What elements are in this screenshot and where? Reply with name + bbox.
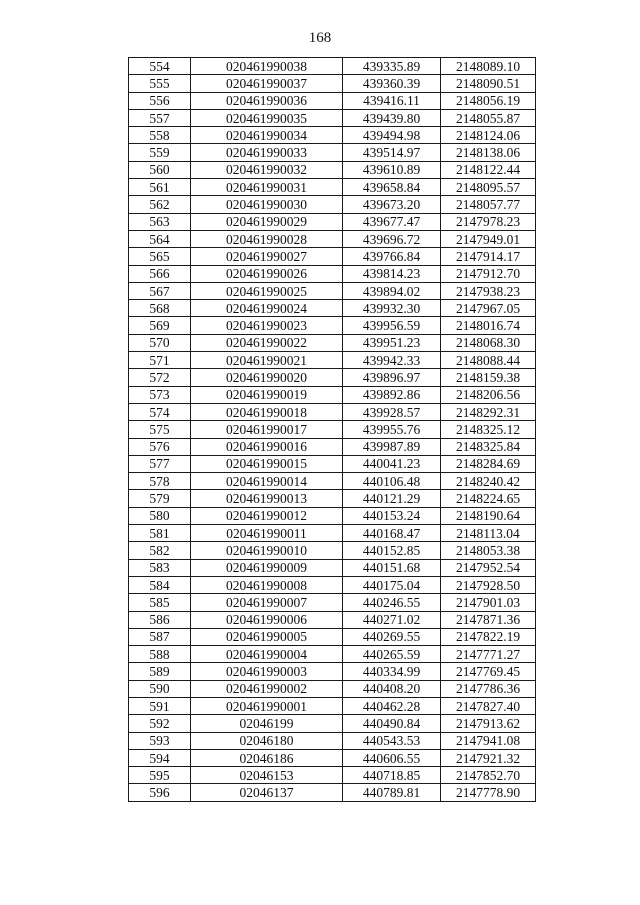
table-row <box>129 213 536 230</box>
table-row <box>129 767 536 784</box>
y-coordinate-cell: 2147978.23 <box>441 213 536 230</box>
x-coordinate-cell: 439894.02 <box>343 282 441 299</box>
table-row <box>129 230 536 247</box>
table-row <box>129 386 536 403</box>
row-number-cell: 591 <box>129 697 191 714</box>
table-row <box>129 109 536 126</box>
point-code-cell: 020461990020 <box>191 369 343 386</box>
table-row <box>129 455 536 472</box>
x-coordinate-cell: 439360.39 <box>343 75 441 92</box>
x-coordinate-cell: 439955.76 <box>343 421 441 438</box>
point-code-cell: 020461990002 <box>191 680 343 697</box>
row-number-cell: 584 <box>129 576 191 593</box>
x-coordinate-cell: 440269.55 <box>343 628 441 645</box>
row-number-cell: 562 <box>129 196 191 213</box>
y-coordinate-cell: 2147967.05 <box>441 300 536 317</box>
point-code-cell: 020461990019 <box>191 386 343 403</box>
y-coordinate-cell: 2148122.44 <box>441 161 536 178</box>
row-number-cell: 592 <box>129 715 191 732</box>
table-row <box>129 282 536 299</box>
y-coordinate-cell: 2147769.45 <box>441 663 536 680</box>
y-coordinate-cell: 2147952.54 <box>441 559 536 576</box>
y-coordinate-cell: 2147771.27 <box>441 646 536 663</box>
table-row <box>129 559 536 576</box>
row-number-cell: 588 <box>129 646 191 663</box>
y-coordinate-cell: 2148159.38 <box>441 369 536 386</box>
y-coordinate-cell: 2147913.62 <box>441 715 536 732</box>
row-number-cell: 565 <box>129 248 191 265</box>
row-number-cell: 587 <box>129 628 191 645</box>
row-number-cell: 586 <box>129 611 191 628</box>
y-coordinate-cell: 2147928.50 <box>441 576 536 593</box>
x-coordinate-cell: 439658.84 <box>343 179 441 196</box>
y-coordinate-cell: 2148088.44 <box>441 352 536 369</box>
table-row <box>129 144 536 161</box>
point-code-cell: 020461990037 <box>191 75 343 92</box>
x-coordinate-cell: 439673.20 <box>343 196 441 213</box>
x-coordinate-cell: 439987.89 <box>343 438 441 455</box>
row-number-cell: 569 <box>129 317 191 334</box>
y-coordinate-cell: 2147822.19 <box>441 628 536 645</box>
x-coordinate-cell: 439766.84 <box>343 248 441 265</box>
point-code-cell: 020461990035 <box>191 109 343 126</box>
row-number-cell: 564 <box>129 230 191 247</box>
table-row <box>129 594 536 611</box>
point-code-cell: 020461990027 <box>191 248 343 265</box>
y-coordinate-cell: 2148089.10 <box>441 58 536 75</box>
table-row <box>129 369 536 386</box>
table-row <box>129 611 536 628</box>
point-code-cell: 020461990026 <box>191 265 343 282</box>
point-code-cell: 020461990021 <box>191 352 343 369</box>
table-row <box>129 334 536 351</box>
point-code-cell: 02046180 <box>191 732 343 749</box>
y-coordinate-cell: 2147938.23 <box>441 282 536 299</box>
row-number-cell: 577 <box>129 455 191 472</box>
point-code-cell: 020461990009 <box>191 559 343 576</box>
row-number-cell: 589 <box>129 663 191 680</box>
row-number-cell: 576 <box>129 438 191 455</box>
table-row <box>129 196 536 213</box>
point-code-cell: 020461990024 <box>191 300 343 317</box>
x-coordinate-cell: 440168.47 <box>343 525 441 542</box>
table-row <box>129 75 536 92</box>
row-number-cell: 561 <box>129 179 191 196</box>
row-number-cell: 572 <box>129 369 191 386</box>
x-coordinate-cell: 439335.89 <box>343 58 441 75</box>
y-coordinate-cell: 2148138.06 <box>441 144 536 161</box>
y-coordinate-cell: 2148056.19 <box>441 92 536 109</box>
point-code-cell: 020461990001 <box>191 697 343 714</box>
y-coordinate-cell: 2148240.42 <box>441 473 536 490</box>
y-coordinate-cell: 2147921.32 <box>441 749 536 766</box>
x-coordinate-cell: 440041.23 <box>343 455 441 472</box>
x-coordinate-cell: 440490.84 <box>343 715 441 732</box>
x-coordinate-cell: 440543.53 <box>343 732 441 749</box>
x-coordinate-cell: 440462.28 <box>343 697 441 714</box>
point-code-cell: 020461990038 <box>191 58 343 75</box>
table-row <box>129 421 536 438</box>
x-coordinate-cell: 439928.57 <box>343 403 441 420</box>
y-coordinate-cell: 2148206.56 <box>441 386 536 403</box>
row-number-cell: 578 <box>129 473 191 490</box>
x-coordinate-cell: 440408.20 <box>343 680 441 697</box>
y-coordinate-cell: 2147949.01 <box>441 230 536 247</box>
point-code-cell: 020461990036 <box>191 92 343 109</box>
point-code-cell: 020461990011 <box>191 525 343 542</box>
point-code-cell: 02046153 <box>191 767 343 784</box>
table-row <box>129 92 536 109</box>
table-row <box>129 646 536 663</box>
point-code-cell: 020461990012 <box>191 507 343 524</box>
y-coordinate-cell: 2148057.77 <box>441 196 536 213</box>
x-coordinate-cell: 440175.04 <box>343 576 441 593</box>
table-row <box>129 438 536 455</box>
x-coordinate-cell: 440152.85 <box>343 542 441 559</box>
table-row <box>129 265 536 282</box>
point-code-cell: 020461990029 <box>191 213 343 230</box>
point-code-cell: 020461990023 <box>191 317 343 334</box>
point-code-cell: 020461990025 <box>191 282 343 299</box>
coordinates-table-body <box>129 58 536 802</box>
row-number-cell: 575 <box>129 421 191 438</box>
table-row <box>129 317 536 334</box>
x-coordinate-cell: 440789.81 <box>343 784 441 801</box>
point-code-cell: 020461990006 <box>191 611 343 628</box>
row-number-cell: 567 <box>129 282 191 299</box>
row-number-cell: 593 <box>129 732 191 749</box>
x-coordinate-cell: 439439.80 <box>343 109 441 126</box>
table-row <box>129 473 536 490</box>
x-coordinate-cell: 440271.02 <box>343 611 441 628</box>
y-coordinate-cell: 2148124.06 <box>441 127 536 144</box>
point-code-cell: 020461990030 <box>191 196 343 213</box>
table-row <box>129 732 536 749</box>
point-code-cell: 020461990017 <box>191 421 343 438</box>
y-coordinate-cell: 2148016.74 <box>441 317 536 334</box>
y-coordinate-cell: 2147941.08 <box>441 732 536 749</box>
row-number-cell: 596 <box>129 784 191 801</box>
table-row <box>129 715 536 732</box>
point-code-cell: 020461990034 <box>191 127 343 144</box>
x-coordinate-cell: 439416.11 <box>343 92 441 109</box>
x-coordinate-cell: 439896.97 <box>343 369 441 386</box>
y-coordinate-cell: 2148090.51 <box>441 75 536 92</box>
y-coordinate-cell: 2147914.17 <box>441 248 536 265</box>
table-row <box>129 680 536 697</box>
table-row <box>129 576 536 593</box>
coordinates-table <box>128 57 536 802</box>
y-coordinate-cell: 2148113.04 <box>441 525 536 542</box>
point-code-cell: 020461990008 <box>191 576 343 593</box>
y-coordinate-cell: 2148325.12 <box>441 421 536 438</box>
point-code-cell: 02046137 <box>191 784 343 801</box>
y-coordinate-cell: 2148292.31 <box>441 403 536 420</box>
x-coordinate-cell: 439892.86 <box>343 386 441 403</box>
x-coordinate-cell: 440265.59 <box>343 646 441 663</box>
row-number-cell: 555 <box>129 75 191 92</box>
row-number-cell: 573 <box>129 386 191 403</box>
point-code-cell: 020461990003 <box>191 663 343 680</box>
row-number-cell: 594 <box>129 749 191 766</box>
x-coordinate-cell: 439514.97 <box>343 144 441 161</box>
table-row <box>129 525 536 542</box>
y-coordinate-cell: 2148068.30 <box>441 334 536 351</box>
row-number-cell: 595 <box>129 767 191 784</box>
point-code-cell: 020461990033 <box>191 144 343 161</box>
x-coordinate-cell: 439696.72 <box>343 230 441 247</box>
row-number-cell: 556 <box>129 92 191 109</box>
point-code-cell: 020461990010 <box>191 542 343 559</box>
point-code-cell: 020461990018 <box>191 403 343 420</box>
x-coordinate-cell: 439951.23 <box>343 334 441 351</box>
y-coordinate-cell: 2148224.65 <box>441 490 536 507</box>
x-coordinate-cell: 439610.89 <box>343 161 441 178</box>
point-code-cell: 02046199 <box>191 715 343 732</box>
table-row <box>129 300 536 317</box>
point-code-cell: 020461990032 <box>191 161 343 178</box>
x-coordinate-cell: 440334.99 <box>343 663 441 680</box>
x-coordinate-cell: 440106.48 <box>343 473 441 490</box>
y-coordinate-cell: 2147901.03 <box>441 594 536 611</box>
row-number-cell: 563 <box>129 213 191 230</box>
y-coordinate-cell: 2147786.36 <box>441 680 536 697</box>
row-number-cell: 557 <box>129 109 191 126</box>
table-row <box>129 628 536 645</box>
table-row <box>129 507 536 524</box>
point-code-cell: 020461990007 <box>191 594 343 611</box>
row-number-cell: 579 <box>129 490 191 507</box>
x-coordinate-cell: 440606.55 <box>343 749 441 766</box>
row-number-cell: 581 <box>129 525 191 542</box>
y-coordinate-cell: 2148053.38 <box>441 542 536 559</box>
table-row <box>129 697 536 714</box>
row-number-cell: 583 <box>129 559 191 576</box>
table-row <box>129 403 536 420</box>
x-coordinate-cell: 440121.29 <box>343 490 441 507</box>
point-code-cell: 020461990004 <box>191 646 343 663</box>
table-row <box>129 179 536 196</box>
row-number-cell: 590 <box>129 680 191 697</box>
y-coordinate-cell: 2148190.64 <box>441 507 536 524</box>
row-number-cell: 554 <box>129 58 191 75</box>
row-number-cell: 568 <box>129 300 191 317</box>
x-coordinate-cell: 439956.59 <box>343 317 441 334</box>
point-code-cell: 020461990013 <box>191 490 343 507</box>
y-coordinate-cell: 2148284.69 <box>441 455 536 472</box>
table-row <box>129 490 536 507</box>
x-coordinate-cell: 440246.55 <box>343 594 441 611</box>
point-code-cell: 020461990031 <box>191 179 343 196</box>
table-row <box>129 663 536 680</box>
table-row <box>129 161 536 178</box>
point-code-cell: 020461990016 <box>191 438 343 455</box>
y-coordinate-cell: 2147912.70 <box>441 265 536 282</box>
x-coordinate-cell: 439942.33 <box>343 352 441 369</box>
row-number-cell: 558 <box>129 127 191 144</box>
y-coordinate-cell: 2147827.40 <box>441 697 536 714</box>
row-number-cell: 580 <box>129 507 191 524</box>
point-code-cell: 020461990022 <box>191 334 343 351</box>
x-coordinate-cell: 440151.68 <box>343 559 441 576</box>
x-coordinate-cell: 439932.30 <box>343 300 441 317</box>
row-number-cell: 559 <box>129 144 191 161</box>
x-coordinate-cell: 440718.85 <box>343 767 441 784</box>
row-number-cell: 570 <box>129 334 191 351</box>
table-row <box>129 127 536 144</box>
y-coordinate-cell: 2148325.84 <box>441 438 536 455</box>
y-coordinate-cell: 2147778.90 <box>441 784 536 801</box>
point-code-cell: 020461990005 <box>191 628 343 645</box>
y-coordinate-cell: 2148095.57 <box>441 179 536 196</box>
table-row <box>129 784 536 801</box>
table-row <box>129 542 536 559</box>
page-number: 168 <box>308 30 332 46</box>
row-number-cell: 571 <box>129 352 191 369</box>
row-number-cell: 585 <box>129 594 191 611</box>
x-coordinate-cell: 439814.23 <box>343 265 441 282</box>
table-row <box>129 749 536 766</box>
table-row <box>129 248 536 265</box>
y-coordinate-cell: 2147852.70 <box>441 767 536 784</box>
y-coordinate-cell: 2148055.87 <box>441 109 536 126</box>
y-coordinate-cell: 2147871.36 <box>441 611 536 628</box>
x-coordinate-cell: 439677.47 <box>343 213 441 230</box>
point-code-cell: 020461990028 <box>191 230 343 247</box>
row-number-cell: 560 <box>129 161 191 178</box>
row-number-cell: 566 <box>129 265 191 282</box>
point-code-cell: 020461990014 <box>191 473 343 490</box>
row-number-cell: 582 <box>129 542 191 559</box>
x-coordinate-cell: 439494.98 <box>343 127 441 144</box>
table-row <box>129 58 536 75</box>
row-number-cell: 574 <box>129 403 191 420</box>
x-coordinate-cell: 440153.24 <box>343 507 441 524</box>
point-code-cell: 02046186 <box>191 749 343 766</box>
table-row <box>129 352 536 369</box>
point-code-cell: 020461990015 <box>191 455 343 472</box>
